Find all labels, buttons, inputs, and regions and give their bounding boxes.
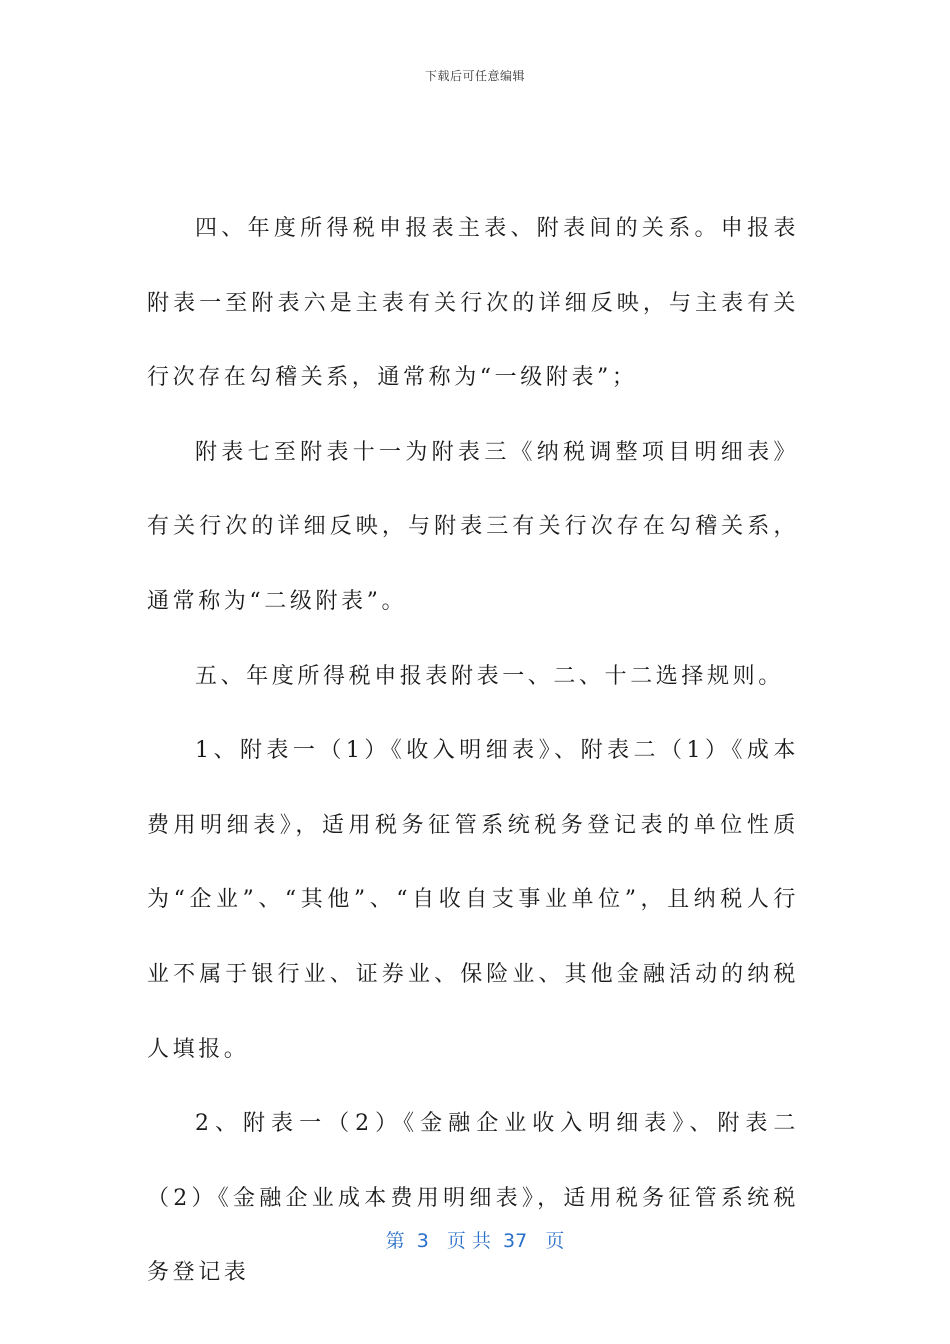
paragraph-appendix-relationship: 四、年度所得税申报表主表、附表间的关系。申报表附表一至附表六是主表有关行次的详细反映，与主表有关行次存在勾稽关系，通常称为“一级附表”； — [147, 216, 799, 391]
document-body — [147, 192, 799, 1311]
paragraph-selection-rules-heading: 五、年度所得税申报表附表一、二、十二选择规则。 — [195, 663, 784, 689]
header-note: 下载后可任意编辑 — [424, 69, 525, 83]
paragraph-secondary-appendix: 附表七至附表十一为附表三《纳税调整项目明细表》有关行次的详细反映，与附表三有关行次存在勾稽关系，通常称为“二级附表”。 — [147, 439, 799, 614]
paragraph-rule-2: 2、附表一（2）《金融企业收入明细表》、附表二（2）《金融企业成本费用明细表》，适用税务征管系统税务登记表 — [147, 1111, 799, 1286]
page-number-footer: 第 3 页 共 37 页 — [385, 1230, 565, 1252]
paragraph-rule-1: 1、附表一（1）《收入明细表》、附表二（1）《成本费用明细表》，适用税务征管系统税务登记表的单位性质为“企业”、“其他”、“自收自支事业单位”，且纳税人行业不属于银行业、证券业、保险业、其他金融活动的纳税人填报。 — [147, 738, 799, 1062]
